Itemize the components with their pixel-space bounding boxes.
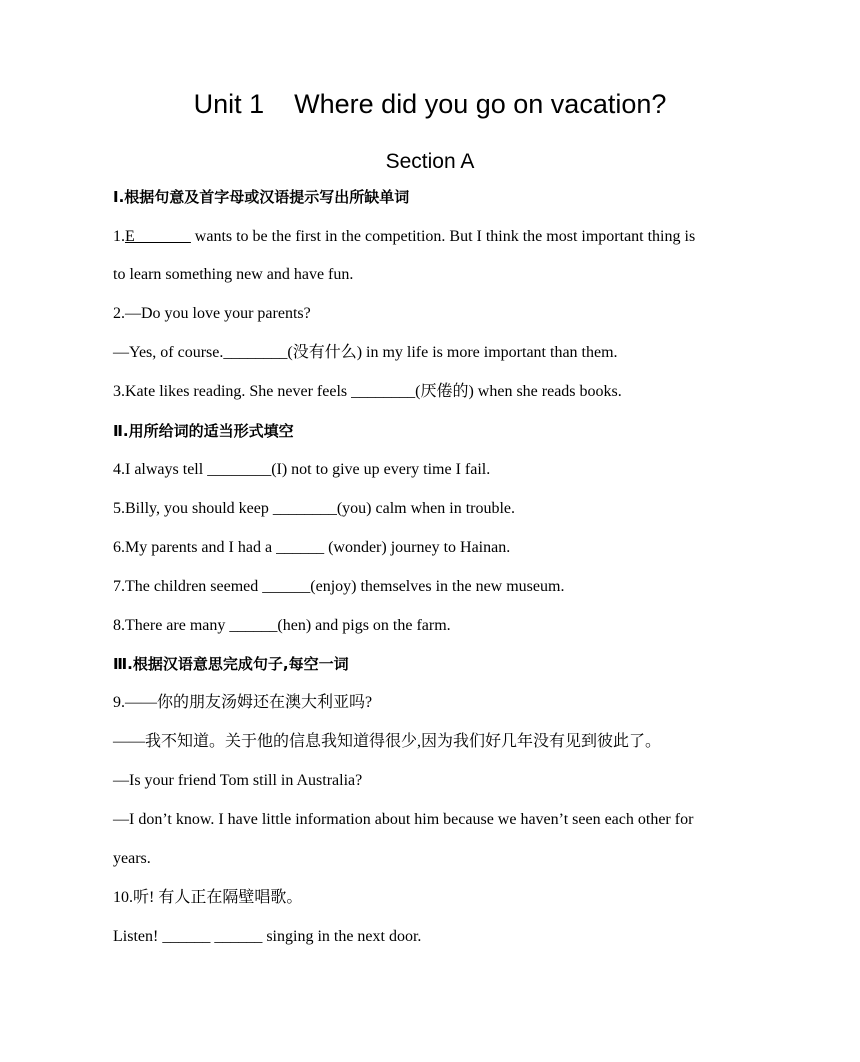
question-4: 4.I always tell ________(I) not to give up every time I fail. bbox=[113, 461, 491, 478]
question-1-text: wants to be the first in the competition. But I think the most important thing is bbox=[190, 228, 696, 245]
question-10-english: Listen! ______ ______ singing in the next door. bbox=[113, 928, 422, 945]
question-9-chinese-line-1: 9.——你的朋友汤姆还在澳大利亚吗? bbox=[113, 694, 373, 711]
question-9-english-line-3: years. bbox=[113, 850, 151, 867]
question-2-line-1: 2.—Do you love your parents? bbox=[113, 305, 311, 322]
question-5: 5.Billy, you should keep ________(you) calm when in trouble. bbox=[113, 500, 516, 517]
question-9-english-line-2: —I don’t know. I have little information about him because we haven’t seen each other for bbox=[113, 811, 694, 828]
question-9-english-line-1: —Is your friend Tom still in Australia? bbox=[113, 772, 363, 789]
question-1-line-2: to learn something new and have fun. bbox=[113, 266, 354, 283]
question-9-chinese-line-2: ——我不知道。关于他的信息我知道得很少,因为我们好几年没有见到彼此了。 bbox=[113, 733, 662, 750]
part1-heading: Ⅰ.根据句意及首字母或汉语提示写出所缺单词 bbox=[113, 188, 410, 206]
page-title: Unit 1 Where did you go on vacation? bbox=[193, 89, 667, 119]
question-1-line-1 bbox=[113, 225, 760, 249]
question-1-blank: E_______ bbox=[125, 228, 191, 245]
question-7: 7.The children seemed ______(enjoy) themselves in the new museum. bbox=[113, 578, 565, 595]
part3-heading: Ⅲ.根据汉语意思完成句子,每空一词 bbox=[113, 655, 349, 673]
question-2-line-2: —Yes, of course.________(没有什么) in my life is more important than them. bbox=[113, 344, 618, 361]
section-title: Section A bbox=[385, 150, 475, 173]
part2-heading: Ⅱ.用所给词的适当形式填空 bbox=[113, 422, 294, 440]
question-10-chinese: 10.听! 有人正在隔壁唱歌。 bbox=[113, 889, 303, 906]
question-3: 3.Kate likes reading. She never feels ________(厌倦的) when she reads books. bbox=[113, 383, 622, 400]
question-8: 8.There are many ______(hen) and pigs on the farm. bbox=[113, 617, 451, 634]
question-1-number: 1. bbox=[113, 228, 125, 245]
question-6: 6.My parents and I had a ______ (wonder) journey to Hainan. bbox=[113, 539, 511, 556]
